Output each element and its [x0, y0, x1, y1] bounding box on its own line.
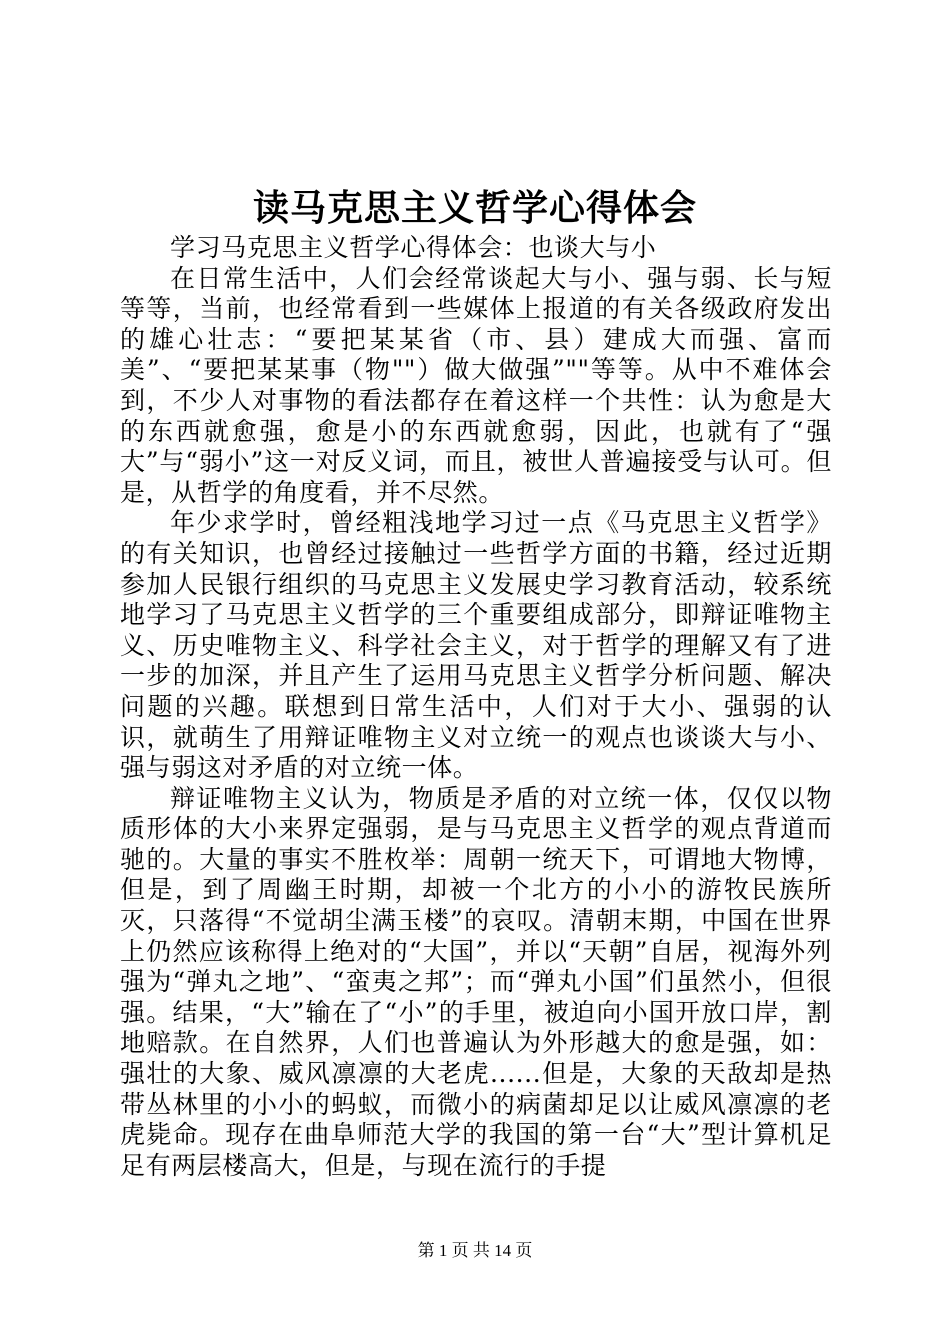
subtitle-paragraph: 学习马克思主义哲学心得体会：也谈大与小 [170, 233, 657, 262]
body-paragraph: 在日常生活中，人们会经常谈起大与小、强与弱、长与短等等，当前，也经常看到一些媒体上报道的有关各级政府发出的雄心壮志：“要把某某省（市、县）建成大而强、富而美”、“要把某某事（物""）做大做强”""等等。从中不难体会到，不少人对事物的看法都存在着这样一个共性：认为愈是大的东西就愈强，愈是小的东西就愈弱，因此，也就有了“强大”与“弱小”这一对反义词，而且，被世人普遍接受与认可。但是，从哲学的角度看，并不尽然。 [120, 263, 832, 507]
body-paragraph: 辩证唯物主义认为，物质是矛盾的对立统一体，仅仅以物质形体的大小来界定强弱，是与马克思主义哲学的观点背道而驰的。大量的事实不胜枚举：周朝一统天下，可谓地大物博，但是，到了周幽王时期，却被一个北方的小小的游牧民族所灭，只落得“不觉胡尘满玉楼”的哀叹。清朝末期，中国在世界上仍然应该称得上绝对的“大国”，并以“天朝”自居，视海外列强为“弹丸之地”、“蛮夷之邦”；而“弹丸小国”们虽然小，但很强。结果，“大”输在了“小”的手里，被迫向小国开放口岸，割地赔款。在自然界，人们也普遍认为外形越大的愈是强，如：强壮的大象、威风凛凛的大老虎......但是，大象的天敌却是热带丛林里的小小的蚂蚁，而微小的病菌却足以让威风凛凛的老虎毙命。现存在曲阜师范大学的我国的第一台“大”型计算机足足有两层楼高大，但是，与现在流行的手提 [120, 783, 832, 1180]
page-footer: 第 1 页 共 14 页 [417, 1241, 533, 1260]
document-title: 读马克思主义哲学心得体会 [252, 187, 697, 229]
document-body [120, 233, 832, 1181]
body-paragraph: 年少求学时，曾经粗浅地学习过一点《马克思主义哲学》的有关知识，也曾经过接触过一些哲学方面的书籍，经过近期参加人民银行组织的马克思主义发展史学习教育活动，较系统地学习了马克思主义哲学的三个重要组成部分，即辩证唯物主义、历史唯物主义、科学社会主义，对于哲学的理解又有了进一步的加深，并且产生了运用马克思主义哲学分析问题、解决问题的兴趣。联想到日常生活中，人们对于大小、强弱的认识，就萌生了用辩证唯物主义对立统一的观点也谈谈大与小、强与弱这对矛盾的对立统一体。 [120, 508, 832, 783]
